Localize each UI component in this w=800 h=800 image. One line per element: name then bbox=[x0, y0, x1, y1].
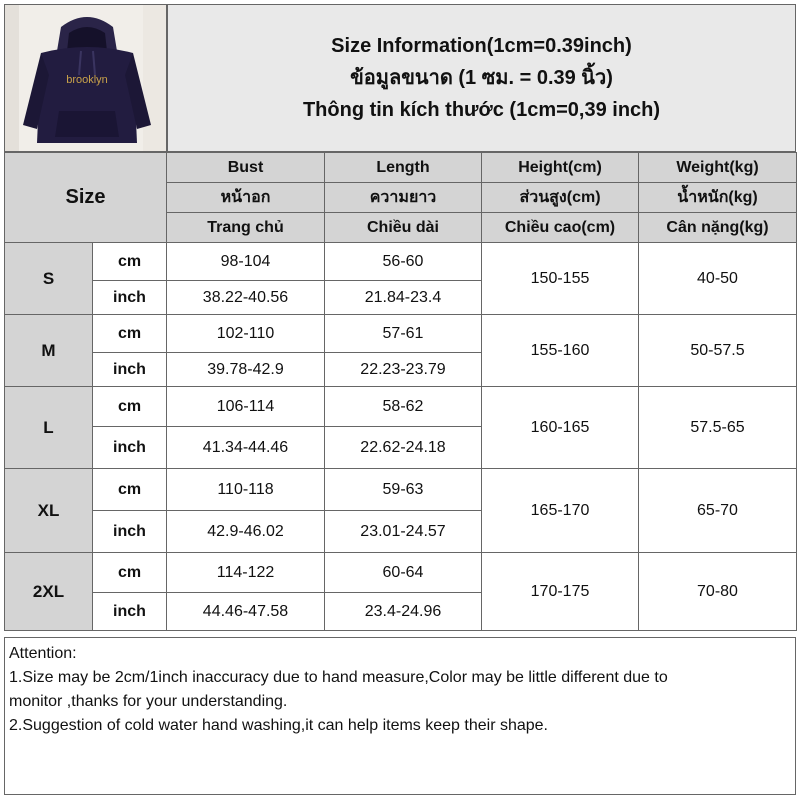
hoodie-print-text: brooklyn bbox=[66, 74, 108, 86]
height-range: 155-160 bbox=[482, 315, 639, 387]
weight-range: 50-57.5 bbox=[639, 315, 797, 387]
unit-cm: cm bbox=[93, 387, 167, 427]
col-weight-vi: Cân nặng(kg) bbox=[639, 213, 797, 243]
title-english: Size Information(1cm=0.39inch) bbox=[331, 35, 632, 57]
length-cm: 57-61 bbox=[325, 315, 482, 353]
size-header: Size bbox=[5, 153, 167, 243]
unit-inch: inch bbox=[93, 353, 167, 387]
col-bust-vi: Trang chủ bbox=[167, 213, 325, 243]
weight-range: 65-70 bbox=[639, 469, 797, 553]
table-row bbox=[5, 243, 797, 281]
bust-inch: 44.46-47.58 bbox=[167, 593, 325, 631]
title-vietnamese: Thông tin kích thước (1cm=0,39 inch) bbox=[302, 99, 661, 121]
size-label: S bbox=[5, 243, 93, 315]
length-inch: 22.23-23.79 bbox=[325, 353, 482, 387]
length-cm: 58-62 bbox=[325, 387, 482, 427]
height-range: 150-155 bbox=[482, 243, 639, 315]
unit-inch: inch bbox=[93, 593, 167, 631]
bust-cm: 102-110 bbox=[167, 315, 325, 353]
length-cm: 60-64 bbox=[325, 553, 482, 593]
unit-cm: cm bbox=[93, 469, 167, 511]
bust-cm: 110-118 bbox=[167, 469, 325, 511]
bust-cm: 98-104 bbox=[167, 243, 325, 281]
attention-note-2: 2.Suggestion of cold water hand washing,it can help items keep their shape. bbox=[9, 717, 548, 734]
col-length-en: Length bbox=[325, 153, 482, 183]
attention-note-1: 1.Size may be 2cm/1inch inaccuracy due to hand measure,Color may be little different due to bbox=[9, 669, 668, 686]
length-cm: 56-60 bbox=[325, 243, 482, 281]
unit-cm: cm bbox=[93, 315, 167, 353]
length-cm: 59-63 bbox=[325, 469, 482, 511]
weight-range: 57.5-65 bbox=[639, 387, 797, 469]
size-label: M bbox=[5, 315, 93, 387]
attention-note-1-cont: monitor ,thanks for your understanding. bbox=[9, 693, 288, 710]
length-inch: 23.4-24.96 bbox=[325, 593, 482, 631]
unit-inch: inch bbox=[93, 511, 167, 553]
unit-cm: cm bbox=[93, 243, 167, 281]
col-weight-en: Weight(kg) bbox=[639, 153, 797, 183]
size-label: 2XL bbox=[5, 553, 93, 631]
height-range: 165-170 bbox=[482, 469, 639, 553]
bust-inch: 41.34-44.46 bbox=[167, 427, 325, 469]
weight-range: 70-80 bbox=[639, 553, 797, 631]
unit-inch: inch bbox=[93, 427, 167, 469]
table-row bbox=[5, 469, 797, 511]
height-range: 160-165 bbox=[482, 387, 639, 469]
hoodie-photo-icon bbox=[5, 5, 167, 151]
col-bust-th: หน้าอก bbox=[167, 183, 325, 213]
attention-notes bbox=[4, 637, 796, 795]
chart-header bbox=[4, 4, 796, 152]
height-range: 170-175 bbox=[482, 553, 639, 631]
col-bust-en: Bust bbox=[167, 153, 325, 183]
bust-inch: 42.9-46.02 bbox=[167, 511, 325, 553]
title-block bbox=[167, 5, 795, 151]
length-inch: 22.62-24.18 bbox=[325, 427, 482, 469]
bust-inch: 38.22-40.56 bbox=[167, 281, 325, 315]
col-length-vi: Chiều dài bbox=[325, 213, 482, 243]
attention-heading: Attention: bbox=[9, 645, 77, 662]
size-label: XL bbox=[5, 469, 93, 553]
col-height-vi: Chiều cao(cm) bbox=[482, 213, 639, 243]
bust-cm: 106-114 bbox=[167, 387, 325, 427]
product-photo bbox=[5, 5, 167, 151]
bust-inch: 39.78-42.9 bbox=[167, 353, 325, 387]
table-row bbox=[5, 315, 797, 353]
size-label: L bbox=[5, 387, 93, 469]
title-thai: ข้อมูลขนาด (1 ซม. = 0.39 นิ้ว) bbox=[350, 67, 613, 89]
col-height-th: ส่วนสูง(cm) bbox=[482, 183, 639, 213]
size-table bbox=[4, 152, 797, 631]
unit-inch: inch bbox=[93, 281, 167, 315]
table-row bbox=[5, 553, 797, 593]
unit-cm: cm bbox=[93, 553, 167, 593]
weight-range: 40-50 bbox=[639, 243, 797, 315]
col-length-th: ความยาว bbox=[325, 183, 482, 213]
col-weight-th: น้ำหนัก(kg) bbox=[639, 183, 797, 213]
bust-cm: 114-122 bbox=[167, 553, 325, 593]
length-inch: 21.84-23.4 bbox=[325, 281, 482, 315]
col-height-en: Height(cm) bbox=[482, 153, 639, 183]
table-row bbox=[5, 387, 797, 427]
length-inch: 23.01-24.57 bbox=[325, 511, 482, 553]
